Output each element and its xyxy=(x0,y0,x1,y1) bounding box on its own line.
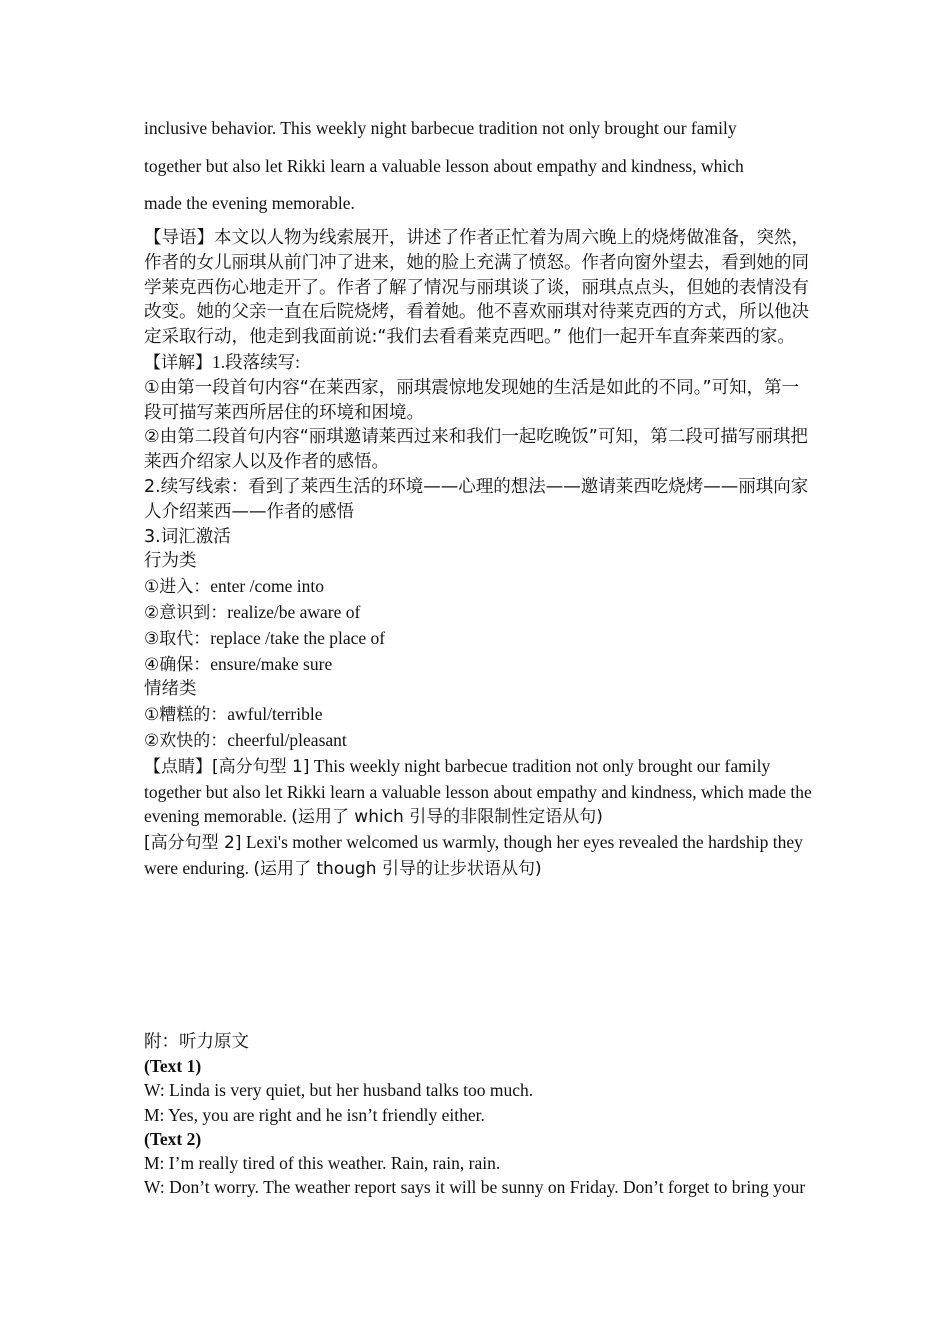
detail-section1-title: 1.段落续写: xyxy=(212,351,300,372)
detail-section3-title: 3.词汇激活 xyxy=(144,526,231,547)
highlight-sentence-2: [高分句型 2] Lexi's mother welcomed us warmly, though her eyes revealed the hardship they were enduring. (运用了 though 引导的让步状语从句) xyxy=(144,832,803,879)
listening-appendix xyxy=(144,1030,814,1199)
vocab-item: ③取代：replace /take the place of xyxy=(144,627,386,649)
analysis-block xyxy=(144,226,814,882)
intro-text: 本文以人物为线索展开，讲述了作者正忙着为周六晚上的烧烤做准备，突然，作者的女儿丽琪从前门冲了进来，她的脸上充满了愤怒。作者向窗外望去，看到她的同学莱克西伤心地走开了。作者了解了情况与丽琪谈了谈，丽琪点点头，但她的表情没有改变。她的父亲一直在后院烧烤，看着她。他不喜欢丽琪对待莱克西的方式，所以他决定采取行动，他走到我面前说:“我们去看看莱克西吧。” 他们一起开车直奔莱西的家。 xyxy=(144,228,809,348)
text1-label: (Text 1) xyxy=(144,1056,202,1077)
vocab-item: ②欢快的：cheerful/pleasant xyxy=(144,729,347,751)
continuation-paragraph xyxy=(144,110,814,223)
category-emotions: 情绪类 xyxy=(144,679,197,700)
dialogue-line: M: I’m really tired of this weather. Rain, rain, rain. xyxy=(144,1153,501,1174)
intro-label: 【导语】 xyxy=(144,228,214,248)
intro-paragraph xyxy=(144,226,814,350)
detail-label: 【详解】 xyxy=(144,352,212,373)
continuation-line: made the evening memorable. xyxy=(144,193,355,213)
vocab-item: ①糟糕的：awful/terrible xyxy=(144,704,323,726)
text2-label: (Text 2) xyxy=(144,1128,202,1149)
detail-point-2: ②由第二段首句内容“丽琪邀请莱西过来和我们一起吃晚饭”可知，第二段可描写丽琪把莱西介绍家人以及作者的感悟。 xyxy=(144,427,808,473)
highlight-sentence-1: 【点睛】[高分句型 1] This weekly night barbecue tradition not only brought our family together but also let Rikki learn a valuable lesson about empathy and kindness, which made the evening memorable. (运用了 which 引导的非限制性定语从句) xyxy=(144,755,812,828)
continuation-line: inclusive behavior. This weekly night barbecue tradition not only brought our family xyxy=(144,118,737,138)
detail-point-1: ①由第一段首句内容“在莱西家，丽琪震惊地发现她的生活是如此的不同。”可知，第一段可描写莱西所居住的环境和困境。 xyxy=(144,377,800,423)
highlight-label: 【点睛】 xyxy=(144,756,212,777)
detail-heading xyxy=(144,350,814,376)
dialogue-line: W: Linda is very quiet, but her husband talks too much. xyxy=(144,1080,534,1101)
dialogue-line: M: Yes, you are right and he isn’t friendly either. xyxy=(144,1104,485,1125)
category-actions: 行为类 xyxy=(144,551,197,572)
continuation-line: together but also let Rikki learn a valuable lesson about empathy and kindness, which xyxy=(144,155,744,176)
detail-section2-title: 2.续写线索：看到了莱西生活的环境——心理的想法——邀请莱西吃烧烤——丽琪向家人介绍莱西——作者的感悟 xyxy=(144,476,809,522)
vocab-item: ④确保：ensure/make sure xyxy=(144,653,333,675)
vocab-item: ②意识到：realize/be aware of xyxy=(144,601,361,623)
dialogue-line: W: Don’t worry. The weather report says it will be sunny on Friday. Don’t forget to bring your xyxy=(144,1177,806,1198)
vocab-item: ①进入：enter /come into xyxy=(144,576,324,598)
appendix-title: 附：听力原文 xyxy=(144,1032,249,1052)
